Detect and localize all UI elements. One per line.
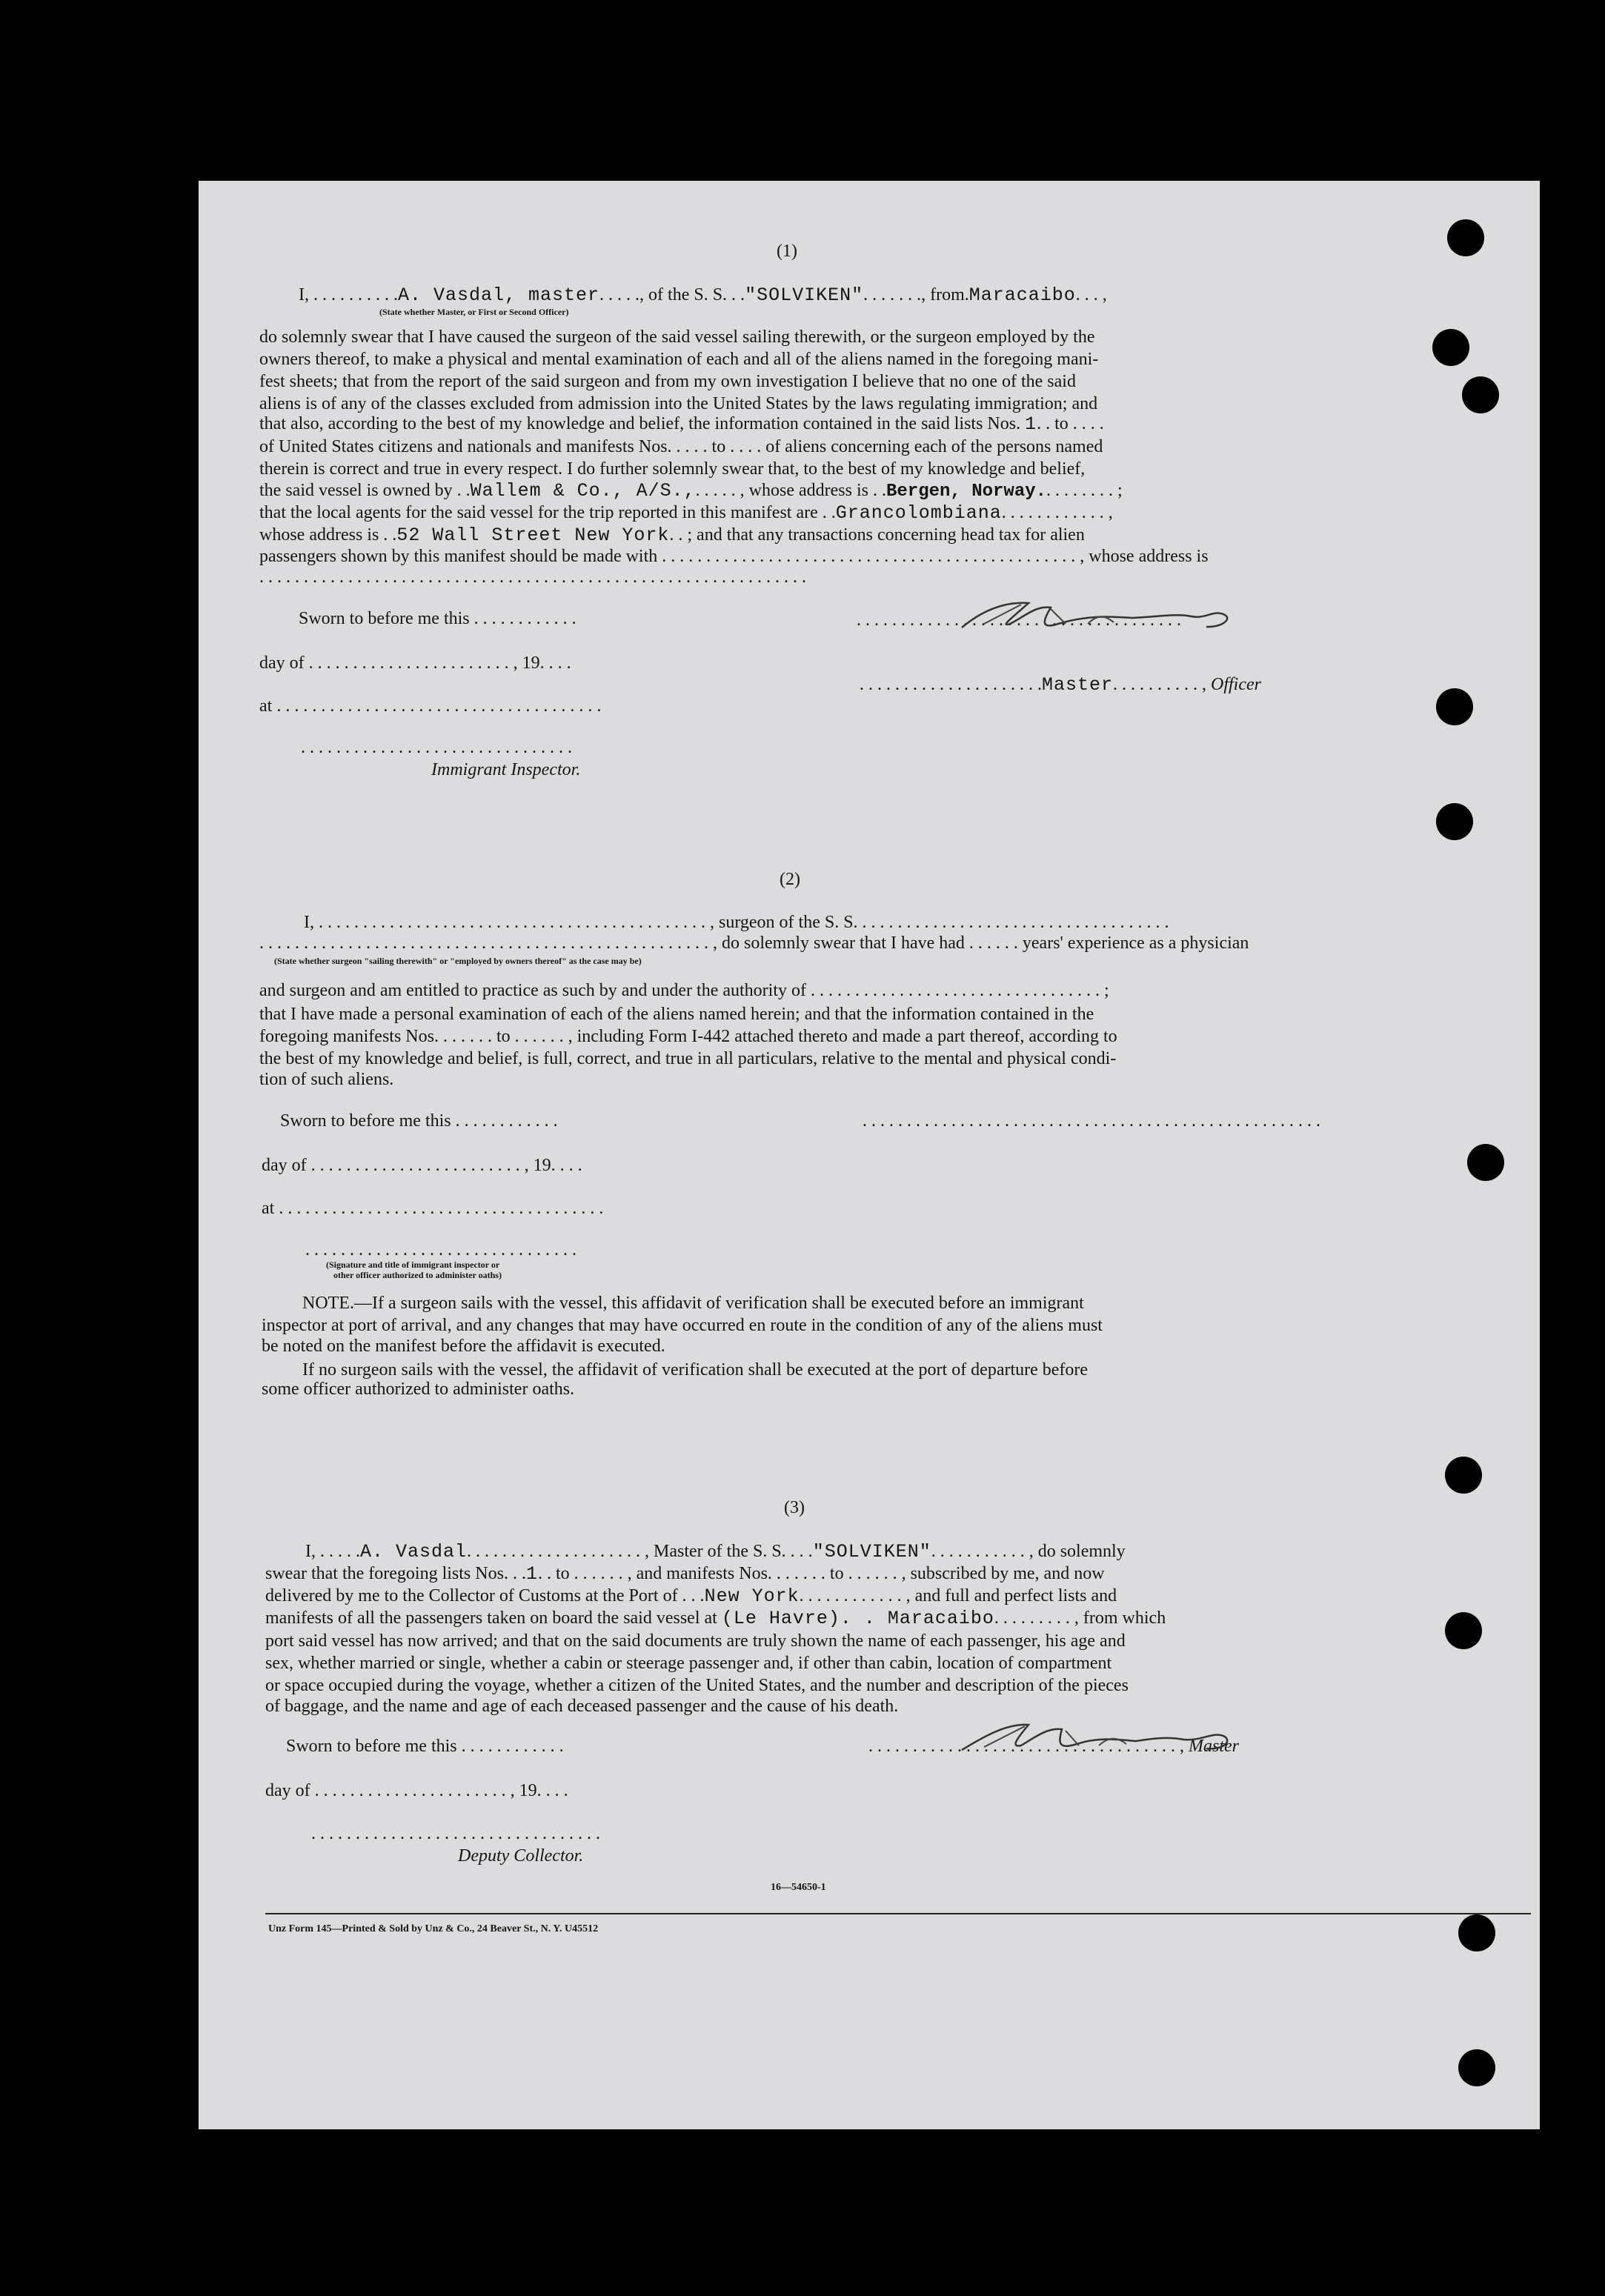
punch-hole — [1458, 1914, 1495, 1951]
officer-label: Officer — [1211, 675, 1261, 694]
footer-rule — [265, 1913, 1531, 1914]
master-signature — [947, 1714, 1288, 1759]
body-line: the best of my knowledge and belief, is full, correct, and true in all particulars, relative to the mental and physical condi- — [259, 1049, 1117, 1068]
punch-hole — [1458, 2049, 1495, 2086]
inspector-dots: . . . . . . . . . . . . . . . . . . . . . . . . . . . . . . . — [301, 738, 572, 757]
agents-line: that the local agents for the said vessel for the trip reported in this manifest are . .Grancolombiana. . . . . . . . . . . . , — [259, 502, 1113, 524]
body-line: tion of such aliens. — [259, 1070, 394, 1089]
at-line: at . . . . . . . . . . . . . . . . . . . . . . . . . . . . . . . . . . . . . — [262, 1199, 604, 1218]
body-line: port said vessel has now arrived; and that on the said documents are truly shown the name of each passenger, his age and — [265, 1631, 1126, 1651]
body-line: do solemnly swear that I have caused the surgeon of the said vessel sailing therewith, or the surgeon employed by the — [259, 327, 1095, 347]
punch-hole — [1445, 1457, 1482, 1494]
note-line: NOTE.—If a surgeon sails with the vessel, this affidavit of verification shall be executed before an immigrant — [302, 1294, 1084, 1313]
section-number: (2) — [780, 870, 800, 889]
master-title-line: . . . . . . . . . . . . . . . . . . . . .Master. . . . . . . . . . , Officer — [860, 674, 1261, 696]
punch-hole — [1436, 688, 1473, 725]
surgeon-line: I, . . . . . . . . . . . . . . . . . . . . . . . . . . . . . . . . . . . . . . . . . . . . , surgeon of the S. S. . . . . . . . . . . . . . . . . . . . . . . . . . . . . . . . . . . . — [304, 913, 1169, 932]
day-line: day of . . . . . . . . . . . . . . . . . . . . . . . , 19. . . . — [259, 653, 571, 673]
surgeon-line: . . . . . . . . . . . . . . . . . . . . . . . . . . . . . . . . . . . . . . . . . . . . . . . . . . . , do solemnly swear that I have had . . . . . . years' experience as a physician — [259, 934, 1249, 953]
section-number: (3) — [784, 1498, 805, 1517]
collector-label: Deputy Collector. — [458, 1846, 584, 1866]
owner-line: the said vessel is owned by . .Wallem & Co., A/S.,. . . . . , whose address is . .Bergen, Norway.. . . . . . . . ; — [259, 480, 1123, 502]
form-number: 16—54650-1 — [771, 1882, 826, 1893]
agents-address-line: whose address is . .52 Wall Street New York. . ; and that any transactions concerning head tax for alien — [259, 525, 1085, 546]
arrival-port: New York — [704, 1585, 800, 1607]
section-number: (1) — [777, 242, 797, 261]
master-name: A. Vasdal — [360, 1541, 468, 1563]
punch-hole — [1436, 803, 1473, 840]
owner-address: Bergen, Norway. — [885, 482, 1047, 502]
body-line: and surgeon and am entitled to practice as such by and under the authority of . . . . . . . . . . . . . . . . . . . . . . . . . . . . . . . . . ; — [259, 981, 1109, 1000]
body-line: of United States citizens and nationals and manifests Nos. . . . . to . . . . of aliens concerning each of the persons named — [259, 437, 1103, 456]
vessel-name: "SOLVIKEN" — [745, 284, 864, 306]
body-line: of baggage, and the name and age of each deceased passenger and the cause of his death. — [265, 1697, 899, 1716]
boarding-line: manifests of all the passengers taken on board the said vessel at (Le Havre). . Maracaibo. . . . . . . . . , from which — [265, 1608, 1166, 1629]
printer-footer: Unz Form 145—Printed & Sold by Unz & Co., 24 Beaver St., N. Y. U45512 — [268, 1923, 599, 1934]
owner-name: Wallem & Co., A/S., — [470, 480, 696, 502]
document-page — [199, 181, 1540, 2129]
body-line: foregoing manifests Nos. . . . . . . to . . . . . . , including Form I-442 attached thereto and made a part thereof, according to — [259, 1027, 1117, 1046]
body-line: aliens is of any of the classes excluded from admission into the United States by the laws regulating immigration; and — [259, 394, 1098, 413]
master-title: Master — [1042, 674, 1114, 696]
body-line: sex, whether married or single, whether a cabin or steerage passenger and, if other than cabin, location of compartment — [265, 1654, 1112, 1673]
body-line: therein is correct and true in every respect. I do further solemnly swear that, to the best of my knowledge and belief, — [259, 459, 1086, 479]
signature-dots: . . . . . . . . . . . . . . . . . . . . . . . . . . . . . . . . . . . . . . . . . . . . . . . . . . . . — [863, 1111, 1320, 1131]
boarding-port: . . Maracaibo — [840, 1608, 994, 1629]
signature-line: . . . . . . . . . . . . . . . . . . . . . . . . . . . . . . . . . . . , Master — [868, 1737, 1239, 1756]
port-line: delivered by me to the Collector of Customs at the Port of . . .New York. . . . . . . . . . . . , and full and perfect lists and — [265, 1585, 1117, 1607]
departure-port: Maracaibo — [968, 284, 1076, 306]
state-note: (State whether Master, or First or Second Officer) — [379, 307, 569, 317]
note-line: inspector at port of arrival, and any changes that may have occurred en route in the condition of any of the aliens must — [262, 1316, 1103, 1335]
note-line: be noted on the manifest before the affidavit is executed. — [262, 1337, 665, 1356]
master-signature — [940, 594, 1295, 639]
inspector-label: Immigrant Inspector. — [431, 760, 581, 779]
note-line: If no surgeon sails with the vessel, the affidavit of verification shall be executed at the port of departure before — [302, 1360, 1089, 1380]
vessel-name: "SOLVIKEN" — [812, 1541, 931, 1563]
body-line: that also, according to the best of my knowledge and belief, the information contained in the said lists Nos. 1. . to . . . . — [259, 413, 1104, 435]
sworn-line: Sworn to before me this . . . . . . . . . . . . — [280, 1111, 558, 1131]
punch-hole — [1447, 219, 1484, 256]
signature-note: other officer authorized to administer oaths) — [333, 1270, 502, 1280]
body-line: or space occupied during the voyage, whether a citizen of the United States, and the number and description of the pieces — [265, 1676, 1129, 1695]
master-oath-line: I, . . . . . . . . . .A. Vasdal, master. . . . ., of the S. S. . ."SOLVIKEN". . . . . . ., from.Maracaibo. . . , — [299, 284, 1107, 306]
at-line: at . . . . . . . . . . . . . . . . . . . . . . . . . . . . . . . . . . . . . — [259, 696, 602, 716]
head-tax-line: passengers shown by this manifest should be made with . . . . . . . . . . . . . . . . . . . . . . . . . . . . . . . . . . . . . . . . . . . . . . . , whose address is — [259, 547, 1209, 566]
punch-hole — [1467, 1144, 1504, 1181]
agents-name: Grancolombiana — [835, 502, 1002, 524]
note-line: some officer authorized to administer oaths. — [262, 1380, 575, 1399]
body-line: that I have made a personal examination of each of the aliens named herein; and that the information contained in the — [259, 1005, 1094, 1024]
body-line: owners thereof, to make a physical and mental examination of each and all of the aliens named in the foregoing mani- — [259, 350, 1099, 369]
signature-dots: . . . . . . . . . . . . . . . . . . . . . . . . . . . . . . . — [305, 1240, 576, 1260]
sworn-line: Sworn to before me this . . . . . . . . . . . . — [286, 1737, 564, 1756]
day-line: day of . . . . . . . . . . . . . . . . . . . . . . , 19. . . . — [265, 1781, 568, 1800]
day-line: day of . . . . . . . . . . . . . . . . . . . . . . . . , 19. . . . — [262, 1156, 582, 1175]
collector-dots: . . . . . . . . . . . . . . . . . . . . . . . . . . . . . . . . . — [311, 1824, 600, 1843]
boarding-port-crossed: (Le Havre) — [721, 1608, 840, 1629]
lists-line: swear that the foregoing lists Nos. . .1. . to . . . . . . , and manifests Nos. . . . . . . to . . . . . . , subscribed by me, and now — [265, 1563, 1105, 1585]
agents-address: 52 Wall Street New York — [396, 525, 670, 546]
signature-dots: . . . . . . . . . . . . . . . . . . . . . . . . . . . . . . . . . . . . . — [857, 610, 1181, 630]
master-label: Master — [1189, 1737, 1239, 1756]
master-name: A. Vasdal, master — [398, 284, 600, 306]
lists-number: 1 — [1025, 413, 1037, 435]
body-line: fest sheets; that from the report of the said surgeon and from my own investigation I believe that no one of the said — [259, 372, 1076, 391]
dots-line: . . . . . . . . . . . . . . . . . . . . . . . . . . . . . . . . . . . . . . . . . . . . . . . . . . . . . . . . . . . . . . — [259, 568, 806, 587]
lists-number: 1 — [525, 1563, 538, 1585]
sworn-line: Sworn to before me this . . . . . . . . . . . . — [299, 609, 576, 628]
state-note: (State whether surgeon "sailing therewith" or "employed by owners thereof" as the case may be) — [274, 956, 642, 966]
collector-oath-line: I, . . . . .A. Vasdal. . . . . . . . . . . . . . . . . . . . , Master of the S. S. . . ."SOLVIKEN". . . . . . . . . . . , do solemnly — [305, 1541, 1126, 1563]
signature-note: (Signature and title of immigrant inspector or — [326, 1260, 500, 1270]
